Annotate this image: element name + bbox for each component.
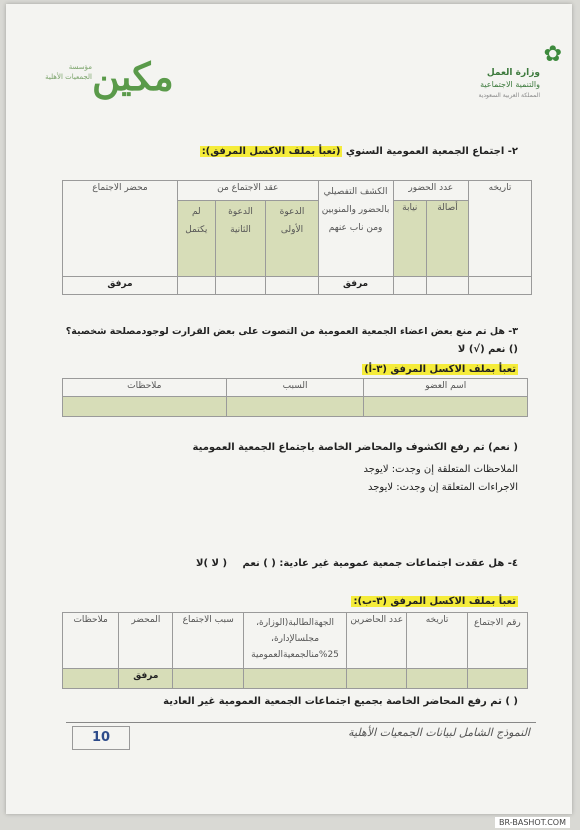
col-reason: سبب الاجتماع bbox=[173, 613, 244, 669]
section3-highlight-text: تعبأ بملف الاكسل المرفق (٣-أ) bbox=[364, 364, 516, 375]
col-incomplete: لم يكتمل bbox=[178, 201, 216, 277]
section3-actions-label: الاجراءات المتعلقة إن وجدت: لايوجد bbox=[368, 482, 518, 493]
section3-question: ٣- هل تم منع بعض اعضاء الجمعية العمومية من التصوت على بعض القرارت لوجودمصلحة شخصية؟ bbox=[65, 326, 518, 337]
section2-heading-text: ٢- اجتماع الجمعية العمومية السنوي bbox=[345, 146, 518, 157]
table-cell bbox=[215, 277, 266, 295]
col-requesting-party: الجهةالطالبة(الوزارة، مجلسالإدارة، 25%منالجمعيةالعمومية bbox=[243, 613, 346, 669]
section4-highlight-text: تعبأ بملف الاكسل المرفق (٣-ب): bbox=[353, 596, 516, 607]
footer-divider bbox=[66, 722, 536, 723]
col-reason: السبب bbox=[226, 379, 364, 397]
col-attendance: عدد الحضور bbox=[393, 181, 468, 201]
document-page bbox=[6, 4, 572, 814]
col-count: عدد الحاضرين bbox=[347, 613, 407, 669]
col-date: تاريخه bbox=[469, 181, 532, 277]
palm-icon: ✿ bbox=[543, 42, 562, 67]
col-proxy: نيابة bbox=[393, 201, 426, 277]
col-detail: الكشف التفصيلي بالحضور والمنوبين ومن ناب عنهم bbox=[318, 181, 393, 277]
table-cell bbox=[393, 277, 426, 295]
member-table bbox=[62, 378, 528, 417]
logo-mark: مكين bbox=[92, 54, 174, 99]
col-notes: ملاحظات bbox=[63, 379, 227, 397]
attachment-cell: مرفق bbox=[119, 669, 173, 689]
table-cell bbox=[427, 277, 469, 295]
table-cell bbox=[243, 669, 346, 689]
table-cell bbox=[347, 669, 407, 689]
extraordinary-meeting-table bbox=[62, 612, 528, 689]
ministry-country: المملكة العربية السعودية bbox=[478, 92, 540, 99]
makeen-logo bbox=[34, 54, 174, 102]
ministry-name: وزارة العمل bbox=[486, 68, 540, 78]
footer-title: النموذج الشامل لبيانات الجمعيات الأهلية bbox=[348, 726, 530, 739]
section4-question bbox=[196, 558, 518, 569]
section4-footer-note: ( ) تم رفع المحاضر الخاصة بجميع اجتماعات الجمعية العمومية غير العادية bbox=[163, 696, 518, 707]
col-minutes: المحضر bbox=[119, 613, 173, 669]
col-second-call: الدعوة الثانية bbox=[215, 201, 266, 277]
section2-heading bbox=[200, 146, 518, 157]
section4-highlight bbox=[351, 596, 518, 607]
table-cell bbox=[407, 669, 467, 689]
table-cell bbox=[469, 277, 532, 295]
section4-answer: ( لا )لا bbox=[196, 558, 228, 569]
section3-highlight bbox=[362, 364, 518, 375]
watermark: BR-BASHOT.COM bbox=[495, 817, 570, 828]
col-minutes: محضر الاجتماع bbox=[63, 181, 178, 277]
logo-subtitle: مؤسسة الجمعيات الأهلية bbox=[45, 63, 92, 81]
col-notes: ملاحظات bbox=[63, 613, 119, 669]
ministry-logo bbox=[478, 42, 562, 102]
table-cell bbox=[467, 669, 527, 689]
col-number: رقم الاجتماع bbox=[467, 613, 527, 669]
section3-notes-label: الملاحظات المتعلقة إن وجدت: لايوجد bbox=[363, 464, 518, 475]
table-cell bbox=[226, 397, 364, 417]
table-cell bbox=[178, 277, 216, 295]
page-number: 10 bbox=[72, 726, 130, 750]
table-cell bbox=[63, 669, 119, 689]
section2-heading-highlight: (تعبأ بملف الاكسل المرفق): bbox=[201, 146, 341, 157]
ministry-name-line2: والتنمية الاجتماعية bbox=[480, 80, 540, 89]
table-cell bbox=[266, 277, 318, 295]
col-held: عقد الاجتماع من bbox=[178, 181, 319, 201]
col-date: تاريخه bbox=[407, 613, 467, 669]
table-cell bbox=[364, 397, 528, 417]
table-cell bbox=[173, 669, 244, 689]
attachment-cell: مرفق bbox=[63, 277, 178, 295]
attachment-cell: مرفق bbox=[318, 277, 393, 295]
section3-answer: () نعم (√) لا bbox=[457, 344, 518, 355]
col-original: أصالة bbox=[427, 201, 469, 277]
col-first-call: الدعوة الأولى bbox=[266, 201, 318, 277]
section3-note: ( نعم) تم رفع الكشوف والمحاضر الخاصة باجتماع الجمعية العمومية bbox=[192, 442, 518, 453]
section4-question-text: ٤- هل عقدت اجتماعات جمعية عمومية غير عادية: ( ) نعم bbox=[242, 558, 518, 569]
col-member: اسم العضو bbox=[364, 379, 528, 397]
annual-meeting-table bbox=[62, 180, 532, 295]
table-cell bbox=[63, 397, 227, 417]
